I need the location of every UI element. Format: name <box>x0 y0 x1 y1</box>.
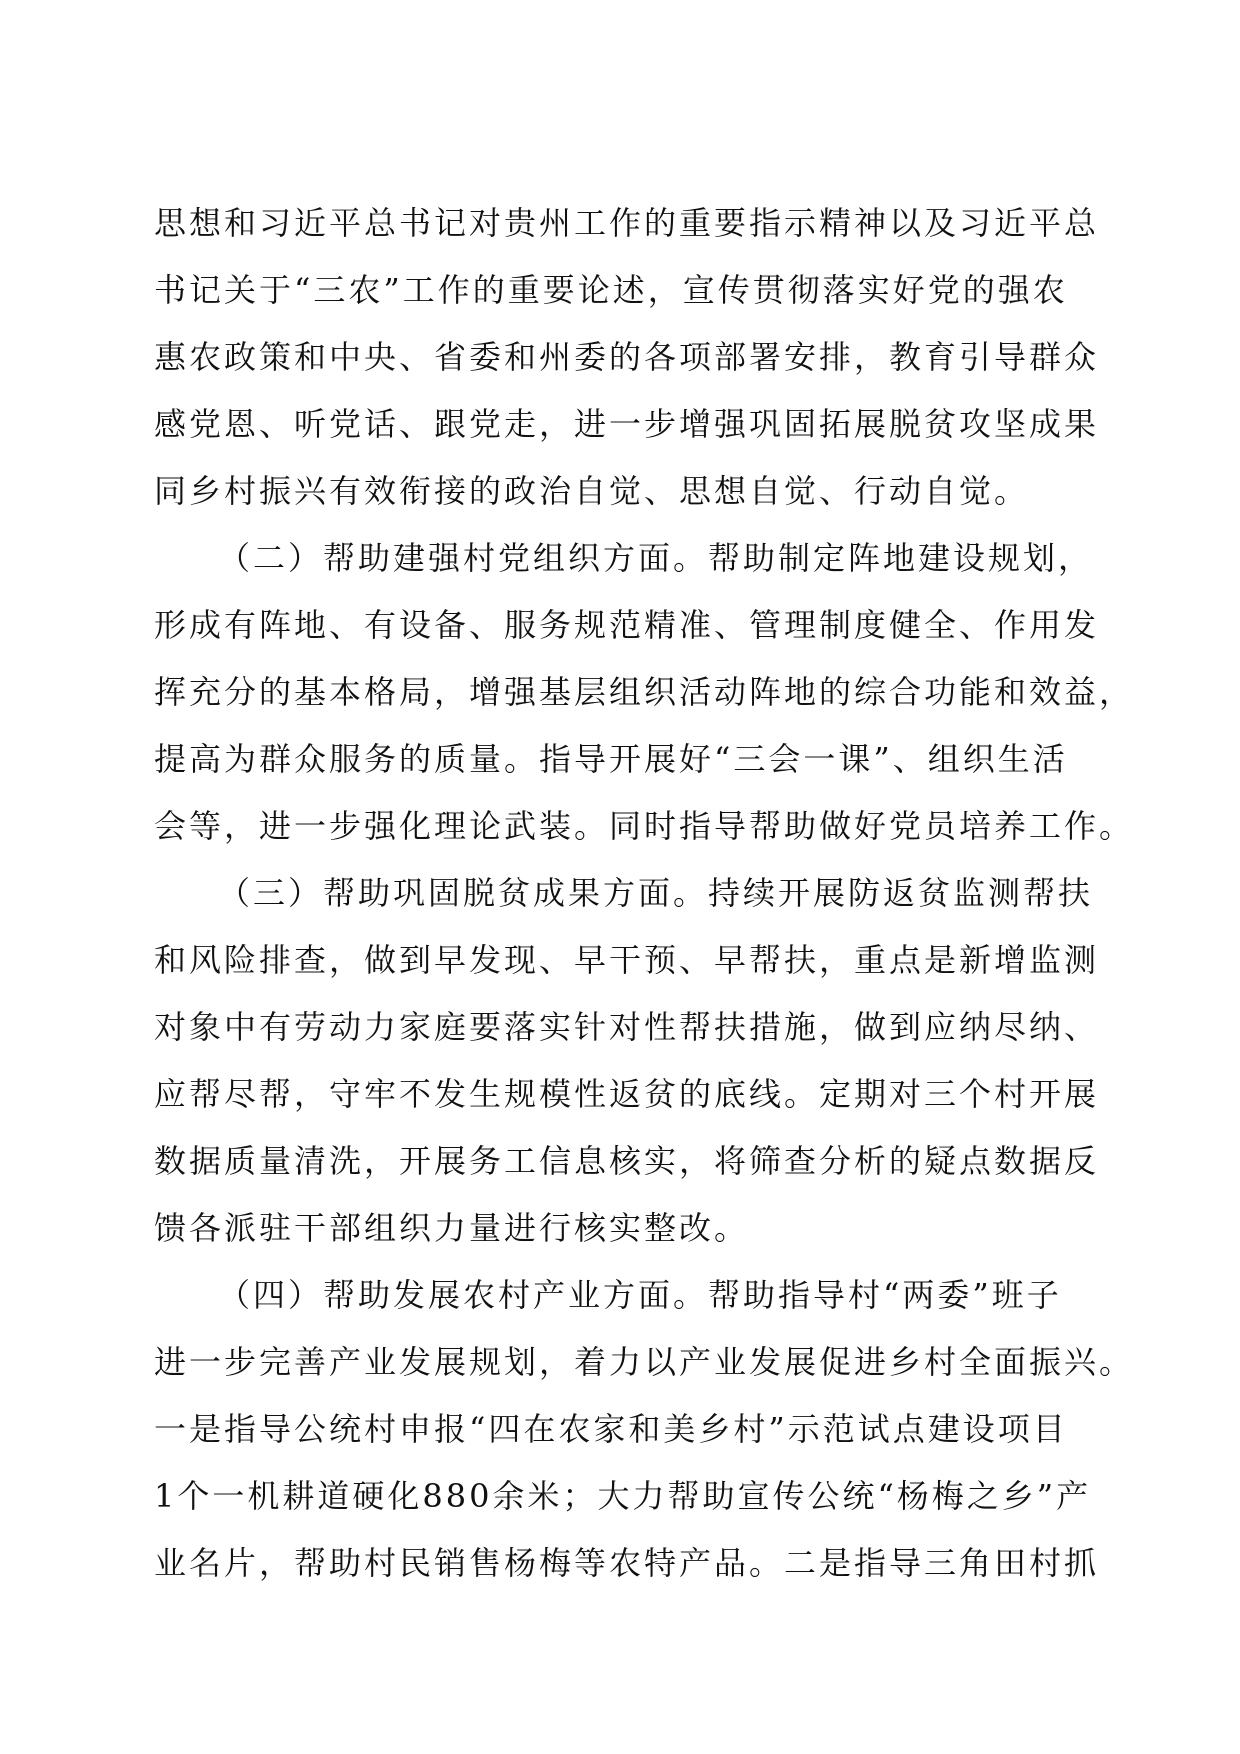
section-heading-line: （二）帮助建强村党组织方面。帮助制定阵地建设规划， <box>218 539 1094 577</box>
text-line: 馈各派驻干部组织力量进行核实整改。 <box>154 1209 750 1247</box>
text-line: 业名片，帮助村民销售杨梅等农特产品。二是指导三角田村抓 <box>154 1544 1100 1582</box>
document-body <box>154 190 1135 1597</box>
text-line: 感党恩、听党话、跟党走，进一步增强巩固拓展脱贫攻坚成果 <box>154 405 1100 443</box>
text-line: 应帮尽帮，守牢不发生规模性返贫的底线。定期对三个村开展 <box>154 1075 1100 1113</box>
text-line: 对象中有劳动力家庭要落实针对性帮扶措施，做到应纳尽纳、 <box>154 1008 1100 1046</box>
text-line: 惠农政策和中央、省委和州委的各项部署安排，教育引导群众 <box>154 338 1100 376</box>
section-heading-line: （三）帮助巩固脱贫成果方面。持续开展防返贫监测帮扶 <box>218 874 1094 912</box>
text-line: 进一步完善产业发展规划，着力以产业发展促进乡村全面振兴。 <box>154 1343 1135 1381</box>
text-line: 数据质量清洗，开展务工信息核实，将筛查分析的疑点数据反 <box>154 1142 1100 1180</box>
text-line: 提高为群众服务的质量。指导开展好“三会一课”、组织生活 <box>154 740 1068 778</box>
text-line: 会等，进一步强化理论武装。同时指导帮助做好党员培养工作。 <box>154 807 1135 845</box>
text-line: 书记关于“三农”工作的重要论述，宣传贯彻落实好党的强农 <box>154 271 1068 309</box>
section-heading-line: （四）帮助发展农村产业方面。帮助指导村“两委”班子 <box>218 1276 1062 1314</box>
text-line: 挥充分的基本格局，增强基层组织活动阵地的综合功能和效益， <box>154 673 1135 711</box>
text-line: 1个一机耕道硬化880余米；大力帮助宣传公统“杨梅之乡”产 <box>154 1477 1092 1515</box>
text-line: 和风险排查，做到早发现、早干预、早帮扶，重点是新增监测 <box>154 941 1100 979</box>
text-line: 同乡村振兴有效衔接的政治自觉、思想自觉、行动自觉。 <box>154 472 1030 510</box>
text-line: 一是指导公统村申报“四在农家和美乡村”示范试点建设项目 <box>154 1410 1068 1448</box>
text-line: 思想和习近平总书记对贵州工作的重要指示精神以及习近平总 <box>154 204 1100 242</box>
text-line: 形成有阵地、有设备、服务规范精准、管理制度健全、作用发 <box>154 606 1100 644</box>
